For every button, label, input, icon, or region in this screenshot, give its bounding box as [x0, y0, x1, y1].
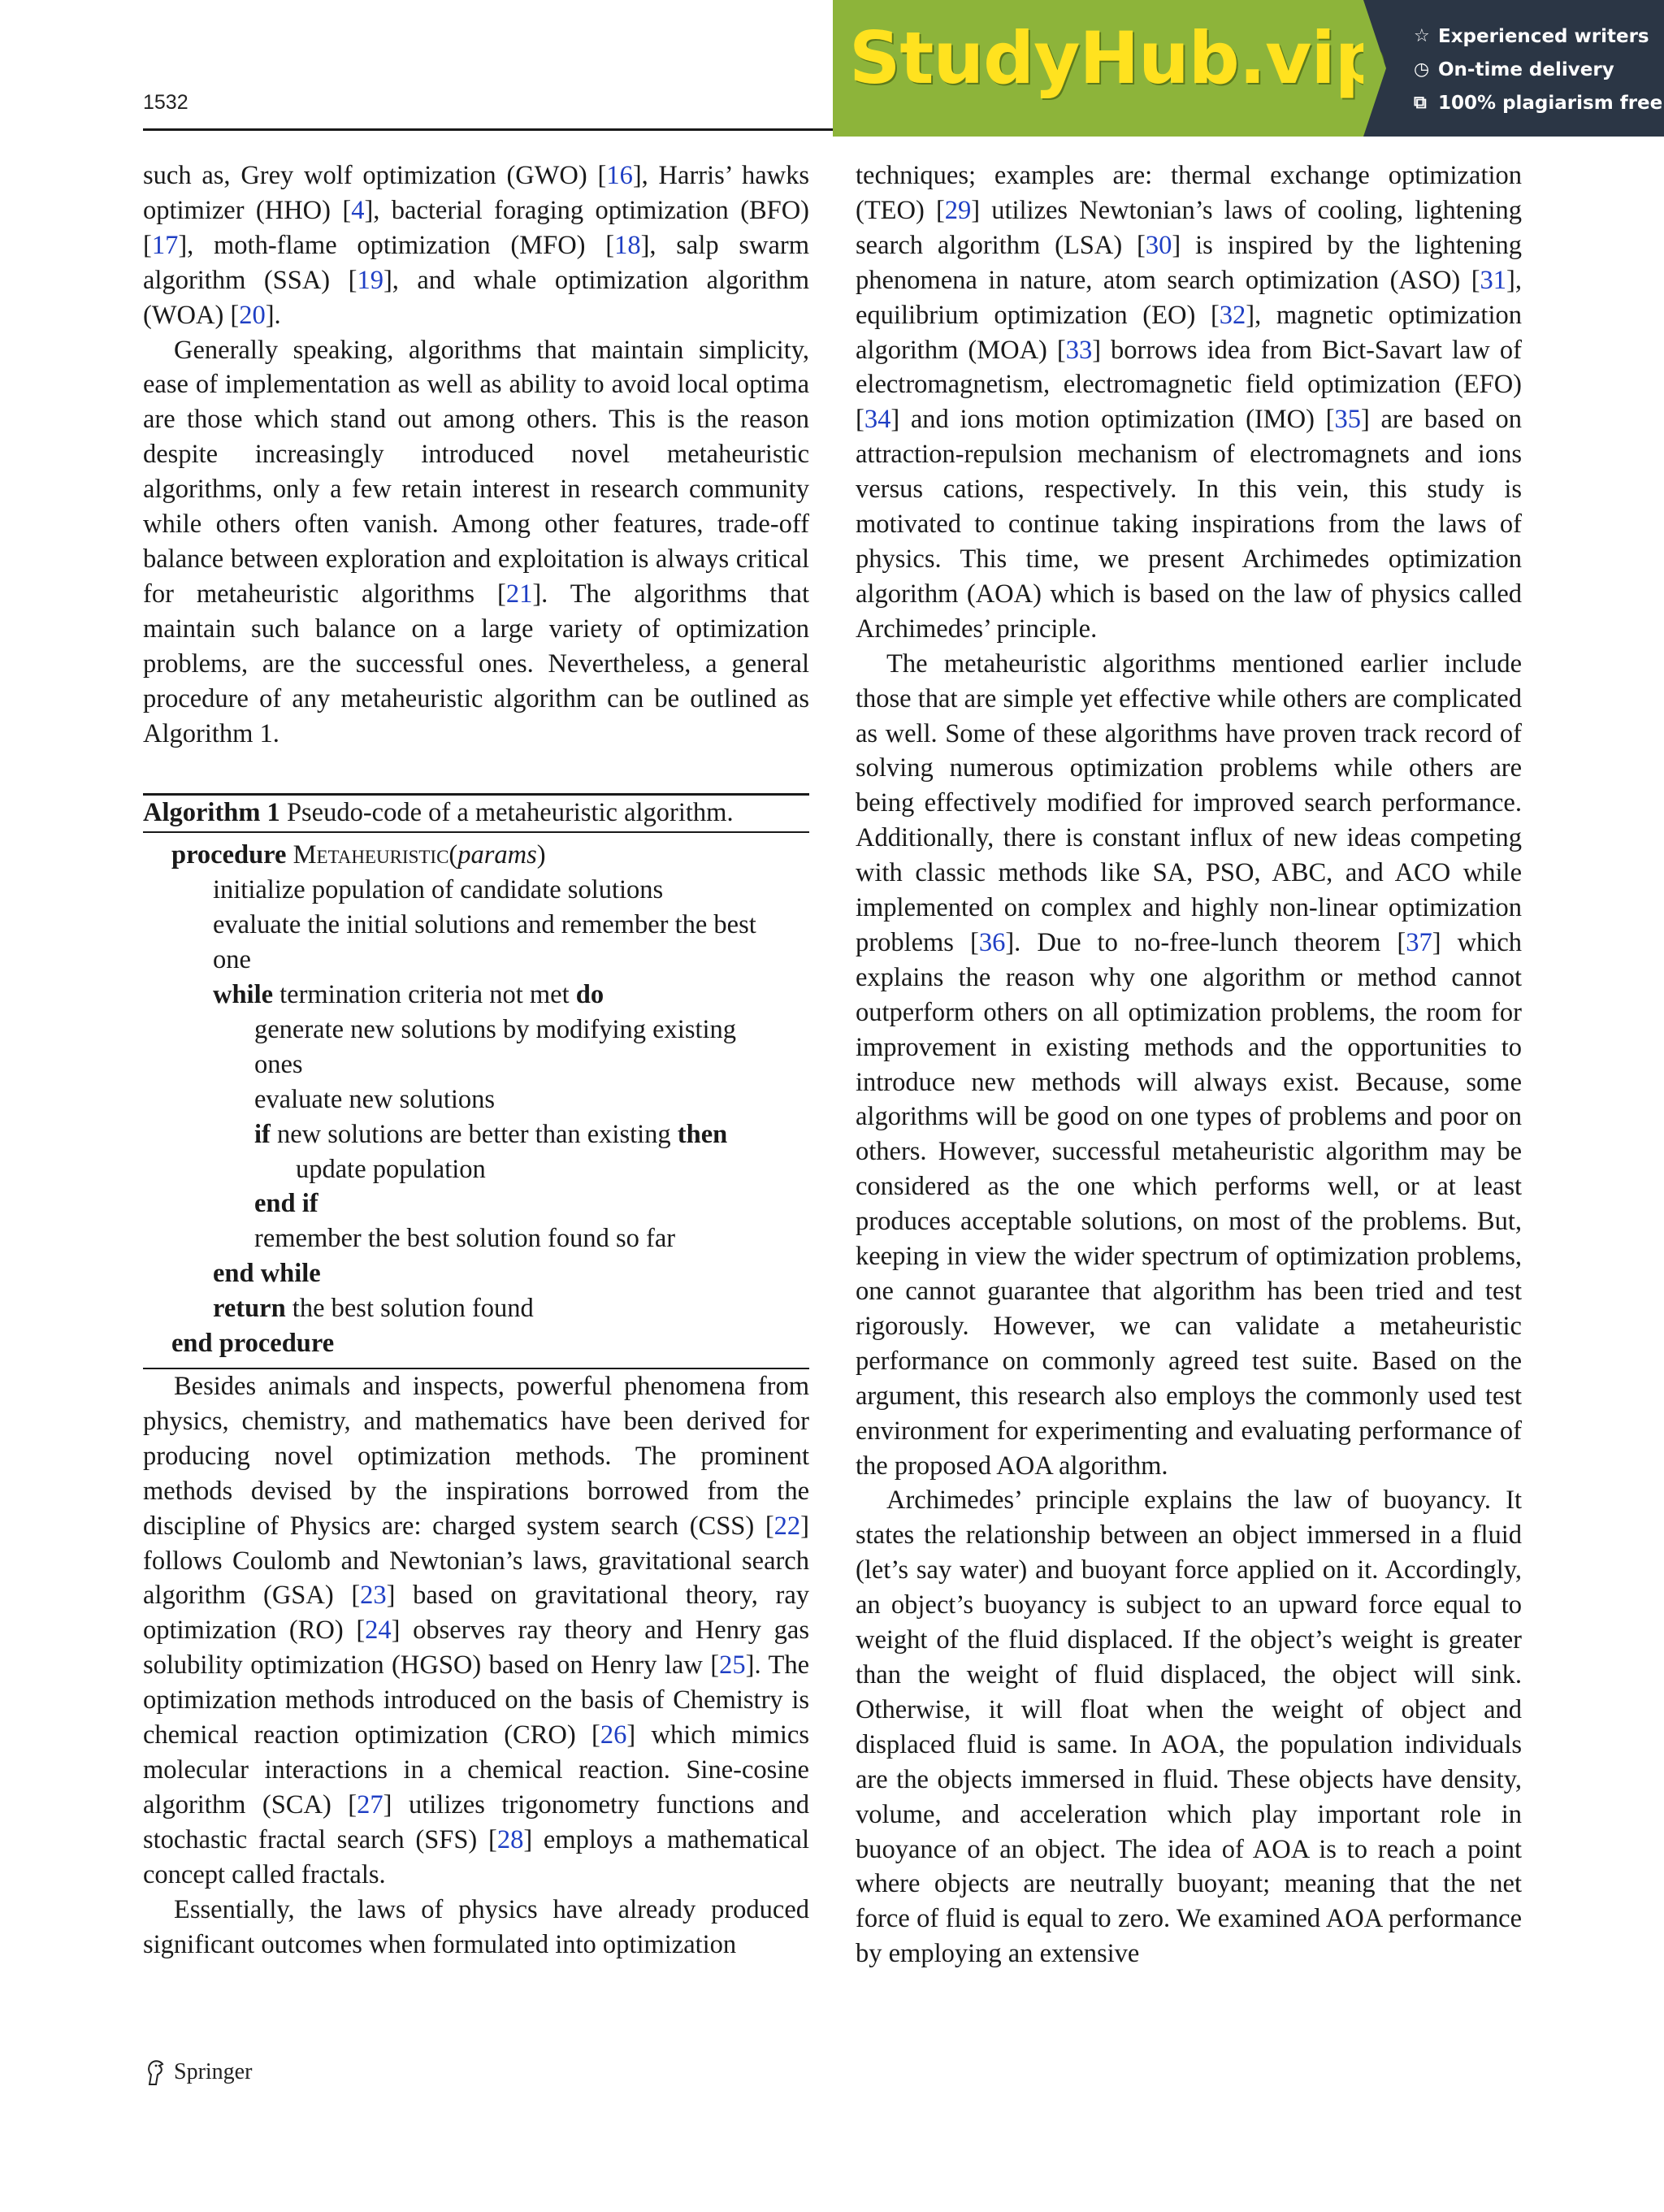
ad-banner[interactable] [833, 0, 1664, 137]
citation-link[interactable]: 30 [1145, 230, 1172, 260]
citation-link[interactable]: 24 [365, 1616, 392, 1646]
citation-link[interactable]: 37 [1406, 927, 1432, 957]
citation-link[interactable]: 22 [774, 1511, 801, 1541]
feature-item [1414, 20, 1664, 53]
feature-list [1363, 0, 1664, 137]
algo-line: one [213, 945, 251, 975]
paragraph: Essentially, the laws of physics have already produced significant outcomes when formulated into optimization [143, 1894, 809, 1959]
citation-link[interactable]: 25 [719, 1650, 746, 1681]
citation-link[interactable]: 31 [1480, 265, 1507, 295]
citation-link[interactable]: 33 [1065, 335, 1093, 365]
algo-line: evaluate new solutions [254, 1084, 496, 1114]
copy-icon: ⧉ [1414, 93, 1427, 113]
algo-line: while termination criteria not met do [213, 980, 604, 1010]
citation-link[interactable]: 23 [360, 1581, 387, 1611]
brand-area[interactable] [833, 0, 1385, 137]
paragraph: techniques; examples are: thermal exchange optimization (TEO) [29] utilizes Newtonian’s laws of cooling, lightening search algorithm (LSA) [30] is inspired by the lightening phenomena in nature, atom search optimization (ASO) [31], equilibrium optimization (EO) [32], magnetic optimization algorithm (MOA) [33] borrows idea from Bict-Savart law of electromagnetism, electromagnetic field optimization (EFO) [34] and ions motion optimization (IMO) [35] are based on attraction-repulsion mechanism of electromagnets and ions versus cations, respectively. In this vein, this study is motivated to continue taking inspirations from the laws of physics. This time, we present Archimedes optimization algorithm (AOA) which is based on the law of physics called Archimedes’ principle. [856, 161, 1523, 644]
header-rule [143, 128, 834, 131]
paragraph: such as, Grey wolf optimization (GWO) [16], Harris’ hawks optimizer (HHO) [4], bacterial foraging optimization (BFO) [17], moth-flame optimization (MFO) [18], salp swarm algorithm (SSA) [19], and whale optimization algorithm (WOA) [20]. [143, 161, 810, 330]
algo-line: end procedure [171, 1329, 335, 1359]
citation-link[interactable]: 20 [239, 300, 266, 330]
algorithm-body [143, 833, 809, 1368]
paragraph: Generally speaking, algorithms that maintain simplicity, ease of implementation as well as ability to avoid local optima are those which stand out among others. This is the reason despite increasingly introduced novel metaheuristic algorithms, only a few retain interest in research community while others often vanish. Among other features, trade-off balance between exploration and exploitation is always critical for metaheuristic algorithms [21]. The algorithms that maintain such balance on a large variety of optimization problems, are the successful ones. Nevertheless, a general procedure of any metaheuristic algorithm can be outlined as Algorithm 1. [143, 335, 809, 748]
algo-line: update population [296, 1154, 486, 1184]
citation-link[interactable]: 19 [357, 265, 384, 295]
citation-link[interactable]: 4 [351, 195, 365, 225]
algorithm-box [143, 793, 809, 1369]
springer-horse-icon [143, 2058, 167, 2086]
citation-link[interactable]: 26 [600, 1720, 627, 1750]
citation-link[interactable]: 21 [505, 579, 533, 609]
citation-link[interactable]: 29 [944, 195, 972, 225]
paragraph: Besides animals and inspects, powerful phenomena from physics, chemistry, and mathematics have been derived for producing novel optimization methods. The prominent methods devised by the inspirations borrowed from the discipline of Physics are: charged system search (CSS) [22] follows Coulomb and Newtonian’s laws, gravitational search algorithm (GSA) [23] based on gravitational theory, ray optimization (RO) [24] observes ray theory and Henry gas solubility optimization (HGSO) based on Henry law [25]. The optimization methods introduced on the basis of Chemistry is chemical reaction optimization (CRO) [26] which mimics molecular interactions in a chemical reaction. Sine-cosine algorithm (SCA) [27] utilizes trigonometry functions and stochastic fractal search (SFS) [28] employs a mathematical concept called fractals. [143, 1372, 810, 1889]
feature-label: On-time delivery [1438, 59, 1614, 80]
citation-link[interactable]: 32 [1219, 300, 1246, 330]
algo-line: remember the best solution found so far [254, 1224, 676, 1254]
right-column [856, 158, 1522, 1971]
algo-line: end if [254, 1189, 318, 1219]
feature-label: 100% plagiarism free [1438, 92, 1663, 114]
algorithm-caption: Algorithm 1 Pseudo-code of a metaheuristic algorithm. [143, 796, 809, 833]
citation-link[interactable]: 17 [151, 230, 179, 260]
algo-line: ones [254, 1049, 303, 1079]
paragraph: Archimedes’ principle explains the law of buoyancy. It states the relationship between an object immersed in a fluid (let’s say water) and buoyant force applied on it. Accordingly, an object’s buoyancy is subject to an upward force equal to weight of the fluid displaced. If the object’s weight is greater than the weight of fluid displaced, the object will sink. Otherwise, it will float when the weight of object and displaced fluid is same. In AOA, the population individuals are the objects immersed in fluid. These objects have density, volume, and acceleration which play important role in buoyance of an object. The idea of AOA is to reach a point where objects are neutrally buoyant; meaning that the net force of fluid is equal to zero. We examined AOA performance by employing an extensive [856, 1486, 1522, 1969]
feature-label: Experienced writers [1438, 25, 1649, 47]
page-number: 1532 [143, 91, 188, 114]
clock-icon: ◷ [1414, 59, 1430, 80]
left-column [143, 158, 809, 1962]
feature-item [1414, 53, 1664, 86]
citation-link[interactable]: 27 [357, 1789, 384, 1819]
algo-line: end while [213, 1259, 321, 1289]
feature-item [1414, 86, 1664, 119]
algo-line: procedure Metaheuristic(params) [171, 840, 546, 870]
algo-line: evaluate the initial solutions and remember the best [213, 910, 756, 940]
algo-line: initialize population of candidate solutions [213, 875, 664, 905]
algo-line: if new solutions are better than existing then [254, 1119, 728, 1149]
page-footer [143, 2058, 252, 2086]
algo-line: generate new solutions by modifying existing [254, 1014, 737, 1044]
algo-line: return the best solution found [213, 1294, 534, 1324]
publisher-name: Springer [174, 2059, 253, 2084]
brand-logo[interactable]: StudyHub.vip [849, 16, 1385, 100]
star-icon: ☆ [1414, 26, 1430, 46]
citation-link[interactable]: 28 [496, 1824, 524, 1854]
citation-link[interactable]: 16 [606, 161, 633, 190]
citation-link[interactable]: 34 [864, 405, 891, 435]
citation-link[interactable]: 18 [614, 230, 641, 260]
citation-link[interactable]: 36 [978, 927, 1006, 957]
citation-link[interactable]: 35 [1334, 405, 1361, 435]
paragraph: The metaheuristic algorithms mentioned earlier include those that are simple yet effective while others are complicated as well. Some of these algorithms have proven track record of solving numerous optimization problems while others are being effectively modified for improved search performance. Additionally, there is constant influx of new ideas competing with classic methods like SA, PSO, ABC, and ACO while implemented on complex and highly non-linear optimization problems [36]. Due to no-free-lunch theorem [37] which explains the reason why one algorithm or method cannot outperform others on all optimization problems, the room for improvement in existing methods and the opportunities to introduce new methods will always exist. Because, some algorithms will be good on one types of problems and poor on others. However, successful metaheuristic algorithm may be considered as the one which performs well, or at least produces acceptable solutions, on most of the problems. But, keeping in view the wider spectrum of optimization problems, one cannot guarantee that algorithm has been tried and test rigorously. However, we can validate a metaheuristic performance on commonly agreed test suite. Based on the argument, this research also employs the commonly used test environment for experimenting and evaluating performance of the proposed AOA algorithm. [856, 648, 1522, 1481]
